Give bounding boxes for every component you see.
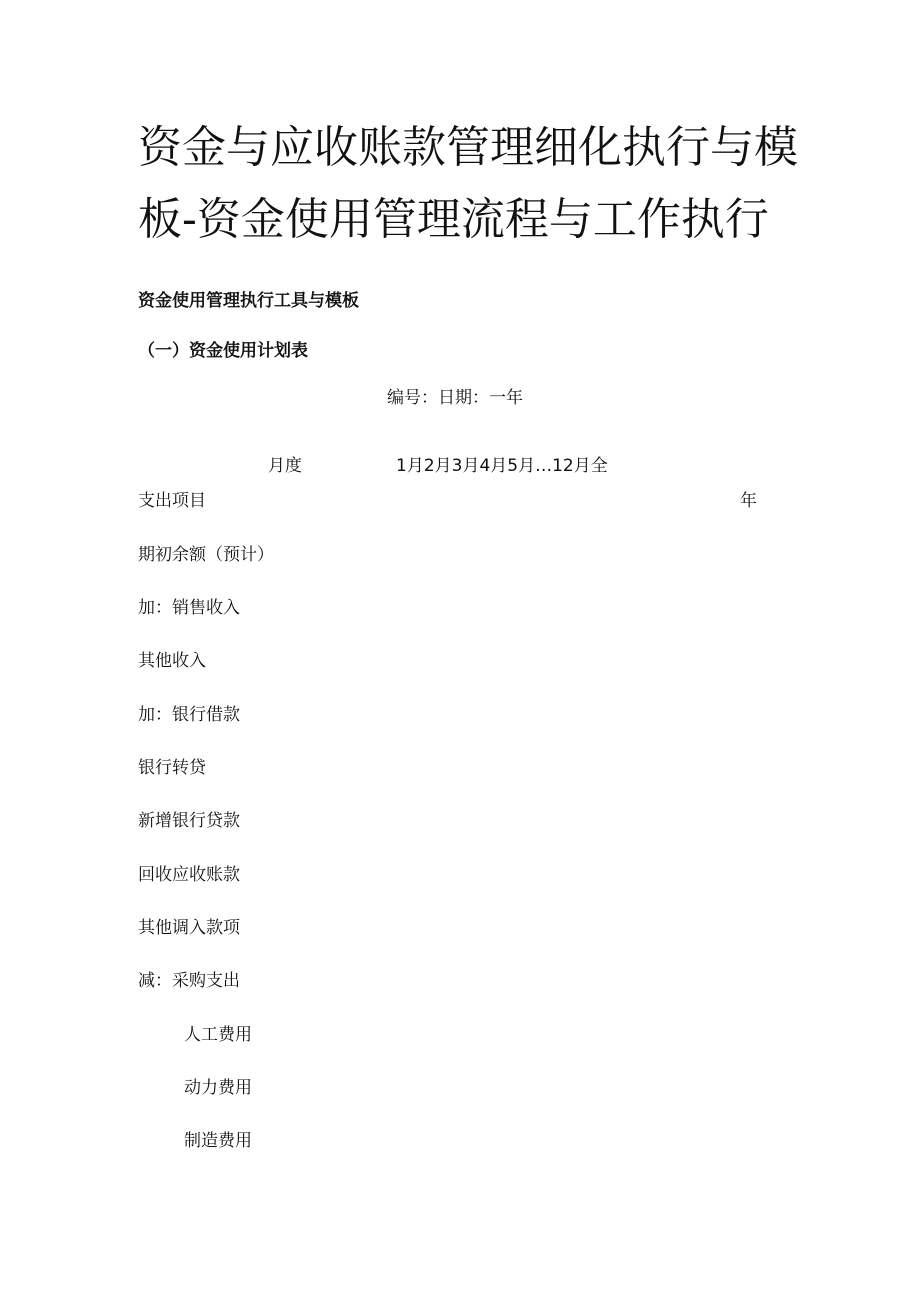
table-row-label: 加：销售收入 xyxy=(138,598,240,618)
table-row-label: 其他调入款项 xyxy=(138,918,240,938)
table-row-label: 制造费用 xyxy=(184,1131,252,1151)
subsection-heading: （一）资金使用计划表 xyxy=(138,341,308,361)
expense-item-label: 支出项目 xyxy=(138,491,206,511)
table-row-label: 动力费用 xyxy=(184,1078,252,1098)
form-meta-line: 编号：日期：一年 xyxy=(387,388,523,408)
table-row-label: 其他收入 xyxy=(138,651,206,671)
table-row-label: 银行转贷 xyxy=(138,758,206,778)
document-title-line-2: 板-资金使用管理流程与工作执行 xyxy=(138,194,769,245)
months-header: 1月2月3月4月5月…12月全 xyxy=(396,456,608,476)
table-row-label: 人工费用 xyxy=(184,1025,252,1045)
months-label: 月度 xyxy=(268,456,302,476)
year-label: 年 xyxy=(740,491,757,511)
table-row-label: 期初余额（预计） xyxy=(138,545,274,565)
table-row-label: 回收应收账款 xyxy=(138,865,240,885)
table-row-label: 加：银行借款 xyxy=(138,705,240,725)
document-title-line-1: 资金与应收账款管理细化执行与模 xyxy=(138,122,798,173)
table-row-label: 新增银行贷款 xyxy=(138,811,240,831)
section-heading: 资金使用管理执行工具与模板 xyxy=(138,291,359,311)
table-row-label: 减：采购支出 xyxy=(138,971,240,991)
